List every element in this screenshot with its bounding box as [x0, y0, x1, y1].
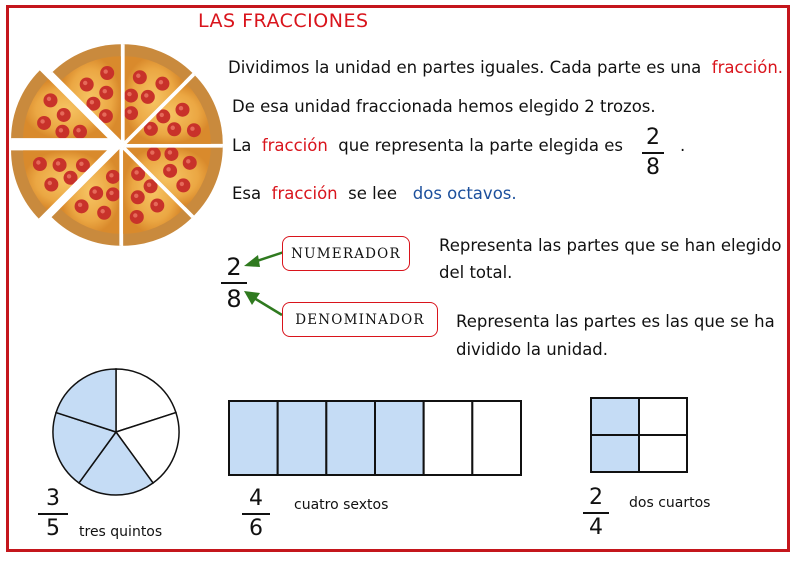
- terms-fraction: 2 8: [221, 255, 247, 311]
- intro-line-1: Dividimos la unidad en partes iguales. Cada parte es una fracción.: [228, 58, 784, 77]
- denominator-desc-line-2: dividido la unidad.: [456, 340, 609, 359]
- bar-cell: [278, 401, 327, 475]
- example-3-reading: dos cuartos: [629, 495, 711, 511]
- numerator-desc-line-2: del total.: [439, 263, 513, 282]
- intro-line-3: La fracción que representa la parte elegida es: [232, 136, 623, 155]
- denominator-label: DENOMINADOR: [282, 302, 438, 337]
- highlight-fraccion: fracción.: [711, 58, 784, 77]
- elegida-dot: .: [680, 136, 686, 155]
- pizza-image: [10, 40, 225, 255]
- denominator-desc-line-1: Representa las partes es las que se ha: [456, 312, 775, 331]
- example-2-reading: cuatro sextos: [294, 497, 389, 513]
- bar-cell: [229, 401, 278, 475]
- bar-cell: [326, 401, 375, 475]
- page-title: LAS FRACCIONES: [198, 10, 369, 32]
- elegida-fraction: 2 8: [642, 127, 664, 179]
- bar-fraction-diagram: [227, 399, 523, 477]
- square-cell: [639, 435, 687, 472]
- intro-line-4: Esa fracción se lee dos octavos.: [232, 184, 517, 203]
- numerator-label: NUMERADOR: [282, 236, 410, 271]
- example-1-fraction: 3 5: [38, 488, 68, 540]
- numerator-desc-line-1: Representa las partes que se han elegido: [439, 236, 782, 255]
- intro-line-2: De esa unidad fraccionada hemos elegido 2 trozos.: [232, 97, 656, 116]
- example-3-fraction: 2 4: [583, 487, 609, 539]
- square-fraction-diagram: [589, 396, 691, 474]
- example-2-fraction: 4 6: [242, 488, 270, 540]
- example-1-reading: tres quintos: [79, 524, 163, 540]
- circle-fraction-diagram: [50, 366, 182, 498]
- bar-cell: [424, 401, 473, 475]
- square-cell: [591, 435, 639, 472]
- square-cell: [639, 398, 687, 435]
- bar-cell: [472, 401, 521, 475]
- reading-dos-octavos: dos octavos.: [412, 184, 517, 203]
- square-cell: [591, 398, 639, 435]
- bar-cell: [375, 401, 424, 475]
